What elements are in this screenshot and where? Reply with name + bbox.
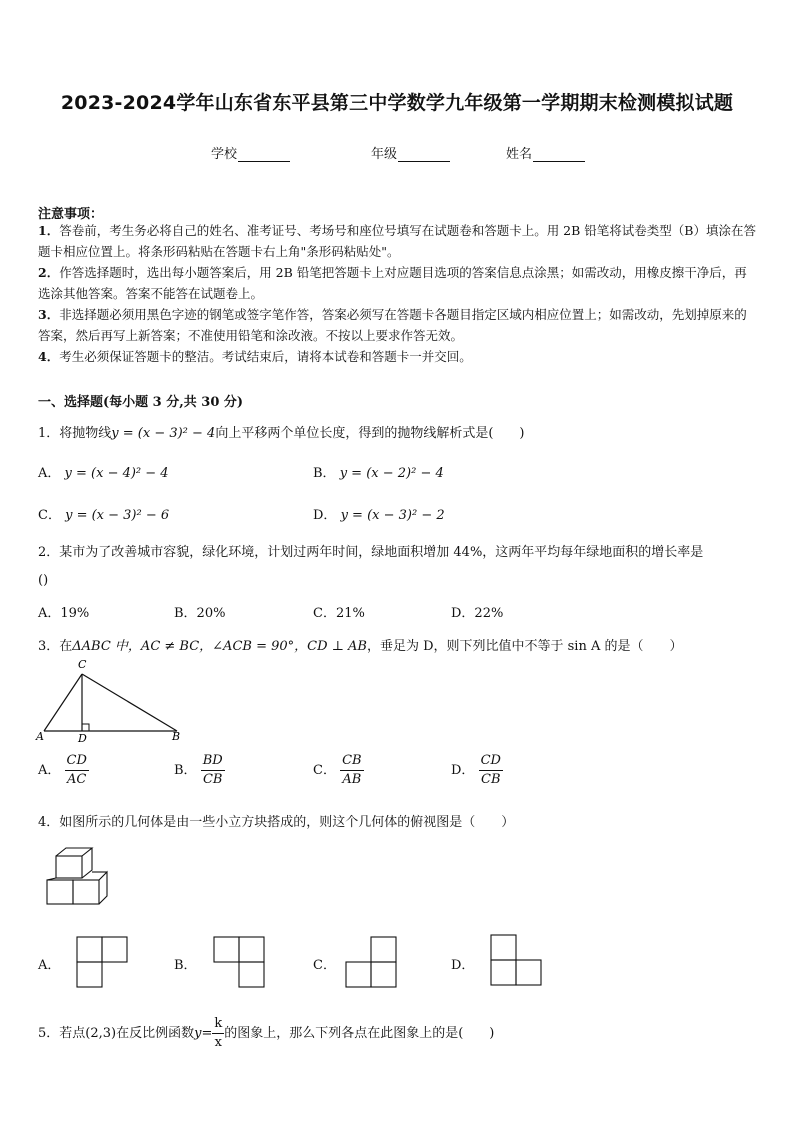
q3-option-c[interactable]: C． $\frac{CB}{AB}$ (313, 753, 362, 787)
q4-option-c-label[interactable]: C． (313, 958, 336, 973)
label-b: B (172, 730, 181, 743)
name-blank[interactable] (533, 148, 585, 162)
question-4-stem: 4．如图所示的几何体是由一些小立方块搭成的，则这个几何体的俯视图是（ ） (38, 815, 515, 830)
grade-field (371, 143, 450, 162)
note-item: 2．作答选择题时，选出每小题答案后，用 2B 铅笔把答题卡上对应题目选项的答案信息点涂黑；如需改动，用橡皮擦干净后，再选涂其他答案。答案不能答在试题卷上。 (38, 265, 747, 301)
note-item: 3．非选择题必须用黑色字迹的钢笔或签字笔作答，答案必须写在答题卡各题目指定区域内相应位置上；如需改动，先划掉原来的答案，然后再写上新答案；不准使用铅笔和涂改液。不按以上要求作答无效。 (38, 307, 747, 343)
question-2-stem: 2．某市为了改善城市容貌，绿化环境，计划过两年时间，绿地面积增加 44%，这两年平均每年绿地面积的增长率是 (38, 545, 704, 560)
q4-option-a-label[interactable]: A． (38, 958, 61, 973)
label-d: D (78, 732, 87, 745)
label-a: A (36, 730, 44, 743)
question-1-stem: 1．将抛物线y = (x − 3)² − 4向上平移两个单位长度，得到的抛物线解析式是( ) (38, 426, 525, 441)
q3-triangle-figure (36, 656, 186, 744)
label-c: C (78, 658, 87, 671)
q4-option-d-view[interactable] (490, 934, 546, 988)
note-item: 4．考生必须保证答题卡的整洁。考试结束后，请将本试卷和答题卡一并交回。 (38, 349, 472, 364)
q1-option-d[interactable]: D． y = (x − 3)² − 2 (313, 508, 445, 523)
q4-option-d-label[interactable]: D． (451, 958, 475, 973)
question-2-paren: () (38, 573, 49, 588)
note-item: 1．答卷前，考生务必将自己的姓名、准考证号、考场号和座位号填写在试题卷和答题卡上。用 2B 铅笔将试卷类型（B）填涂在答题卡相应位置上。将条形码粘贴在答题卡右上角"条形码粘贴处"。 (38, 223, 756, 259)
q4-cube-solid-figure (44, 844, 114, 908)
school-field (211, 143, 290, 162)
q2-option-c[interactable]: C．21% (313, 606, 365, 621)
page-title: 2023-2024学年山东省东平县第三中学数学九年级第一学期期末检测模拟试题 (60, 92, 734, 114)
name-label: 姓名 (506, 147, 533, 162)
q2-option-a[interactable]: A．19% (38, 606, 90, 621)
school-blank[interactable] (238, 148, 290, 162)
notes-title: 注意事项： (38, 207, 104, 222)
grade-blank[interactable] (398, 148, 450, 162)
q4-option-b-label[interactable]: B． (174, 958, 197, 973)
school-label: 学校 (211, 147, 238, 162)
q3-option-a[interactable]: A． $\frac{CD}{AC}$ (38, 753, 87, 787)
q3-option-d[interactable]: D． $\frac{CD}{CB}$ (451, 753, 501, 787)
section-heading: 一、选择题(每小题 3 分,共 30 分) (38, 395, 244, 410)
q4-option-c-view[interactable] (345, 936, 399, 988)
name-field (506, 143, 585, 162)
q2-option-d[interactable]: D．22% (451, 606, 504, 621)
q1-option-b[interactable]: B． y = (x − 2)² − 4 (313, 466, 444, 481)
question-3-stem: 3．在ΔABC 中，AC ≠ BC，∠ACB = 90°，CD ⊥ AB，垂足为 D，则下列比值中不等于 sin A 的是（ ） (38, 639, 683, 654)
q1-option-c[interactable]: C． y = (x − 3)² − 6 (38, 508, 170, 523)
grade-label: 年级 (371, 147, 398, 162)
question-5-stem: 5．若点(2,3)在反比例函数y= $\frac{k}{x}$ 的图象上，那么下列各点在此图象上的是( ) (38, 1016, 495, 1050)
q1-option-a[interactable]: A． y = (x − 4)² − 4 (38, 466, 169, 481)
q3-option-b[interactable]: B． $\frac{BD}{CB}$ (174, 753, 223, 787)
q2-option-b[interactable]: B．20% (174, 606, 226, 621)
q4-option-a-view[interactable] (76, 936, 130, 988)
q4-option-b-view[interactable] (213, 936, 267, 988)
